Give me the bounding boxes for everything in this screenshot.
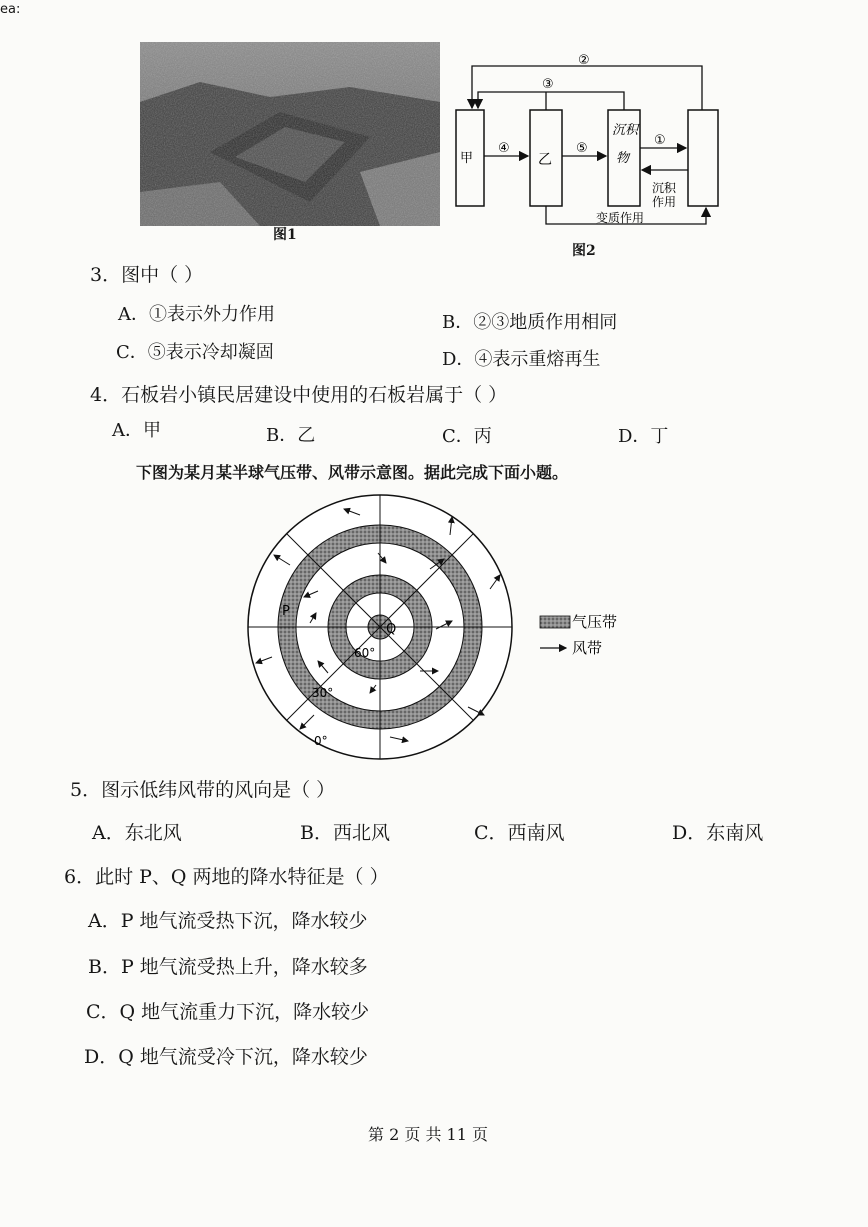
legend-wind-label: 风带 bbox=[572, 639, 603, 657]
figure1-caption: 图1 bbox=[273, 227, 297, 243]
q3-option-b[interactable]: B．②③地质作用相同 bbox=[442, 312, 618, 333]
q5-option-d[interactable]: D．东南风 bbox=[672, 822, 764, 844]
metamorphism-label: 变质作用 bbox=[596, 211, 645, 225]
sediment-label1: 沉积 bbox=[652, 181, 677, 195]
q3-option-a[interactable]: A．①表示外力作用 bbox=[118, 304, 275, 325]
q5-option-b[interactable]: B．西北风 bbox=[300, 822, 390, 844]
q4-option-b[interactable]: B．乙 bbox=[266, 425, 316, 446]
arrow-2 bbox=[472, 66, 702, 110]
arrow-3-label: ③ bbox=[542, 77, 554, 92]
q3-option-c[interactable]: C．⑤表示冷却凝固 bbox=[116, 342, 274, 363]
section-intro: 下图为某月某半球气压带、风带示意图。据此完成下面小题。 bbox=[136, 463, 569, 482]
sediment-label2: 作用 bbox=[652, 195, 677, 209]
arrow-1-label: ① bbox=[654, 133, 666, 148]
q5-stem: 5．图示低纬风带的风向是（ ） bbox=[70, 779, 336, 801]
legend-pressure-swatch bbox=[540, 616, 570, 628]
q3-option-d[interactable]: D．④表示重熔再生 bbox=[442, 349, 601, 370]
q6-option-a[interactable]: A．P 地气流受热下沉，降水较少 bbox=[88, 910, 368, 932]
q4-stem: 4．石板岩小镇民居建设中使用的石板岩属于（ ） bbox=[90, 384, 508, 406]
q5-option-c[interactable]: C．西南风 bbox=[474, 822, 565, 844]
q3-stem: 3．图中（ ） bbox=[90, 264, 204, 286]
figure2-diagram bbox=[448, 48, 728, 238]
q4-option-a[interactable]: A．甲 bbox=[112, 420, 161, 441]
figure3-diagram bbox=[240, 494, 640, 764]
label-lat60: 60° bbox=[354, 646, 376, 660]
q6-option-b[interactable]: B．P 地气流受热上升，降水较多 bbox=[88, 956, 368, 978]
arrow-5-label: ⑤ bbox=[576, 141, 588, 156]
figure1-photo bbox=[140, 42, 440, 226]
box-jia-label: 甲 bbox=[460, 151, 474, 166]
label-Q: Q bbox=[386, 622, 397, 637]
q6-option-d[interactable]: D．Q 地气流受冷下沉，降水较少 bbox=[84, 1046, 368, 1068]
q5-option-a[interactable]: A．东北风 bbox=[92, 822, 182, 844]
legend-pressure-label: 气压带 bbox=[572, 613, 618, 631]
q6-option-c[interactable]: C．Q 地气流重力下沉，降水较少 bbox=[86, 1001, 370, 1023]
box-bing-hand: 沉积 bbox=[612, 123, 639, 138]
figure2-caption: 图2 bbox=[572, 243, 596, 259]
arrow-3 bbox=[478, 92, 624, 110]
q6-stem: 6．此时 P、Q 两地的降水特征是（ ） bbox=[64, 866, 389, 888]
arrow-4-label: ④ bbox=[498, 141, 510, 156]
box-ding bbox=[688, 110, 718, 206]
page-footer: 第 2 页 共 11 页 bbox=[368, 1125, 488, 1144]
corner-fragment: ea: bbox=[0, 2, 21, 17]
box-bing-hand2: 物 bbox=[616, 151, 630, 166]
label-lat0: 0° bbox=[314, 734, 328, 748]
arrow-2-label: ② bbox=[578, 53, 590, 68]
q4-option-d[interactable]: D．丁 bbox=[618, 426, 669, 447]
label-P: P bbox=[282, 604, 290, 619]
box-yi-label: 乙 bbox=[538, 152, 552, 168]
q4-option-c[interactable]: C．丙 bbox=[442, 426, 492, 447]
label-lat30: 30° bbox=[312, 686, 334, 700]
